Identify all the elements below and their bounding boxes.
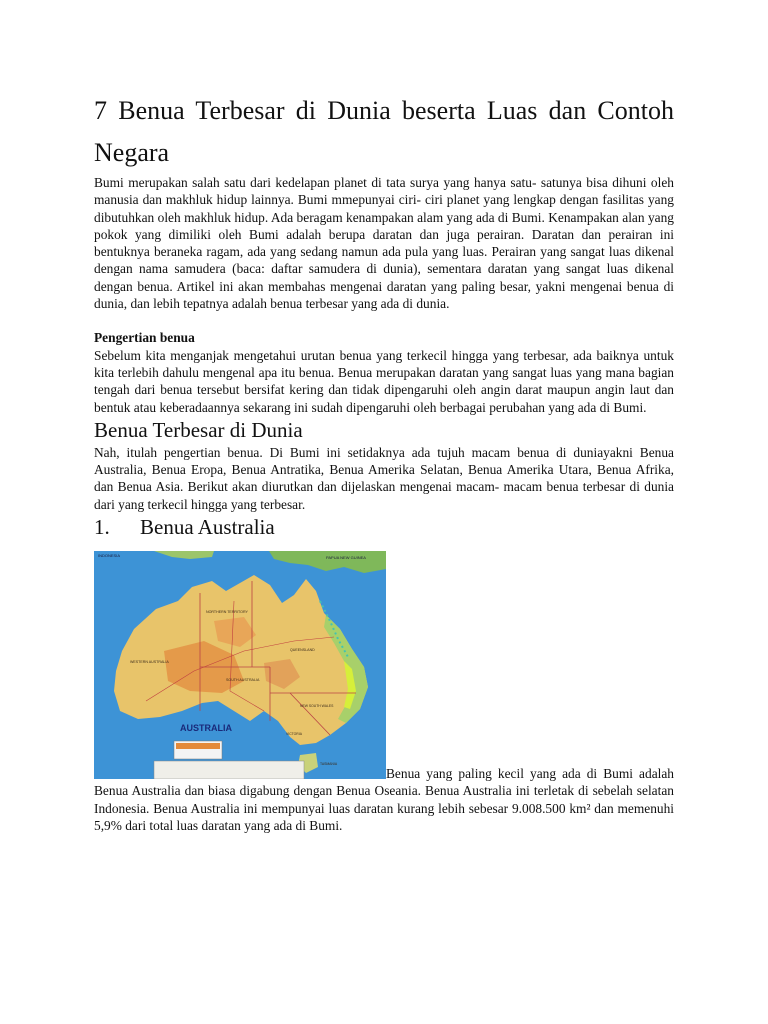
intro-paragraph: Bumi merupakan salah satu dari kedelapan planet di tata surya yang hanya satu- satunya bisa dihuni oleh manusia dan makhluk hidup lainnya. Bumi mmepunyai ciri- ciri planet yang lengkap dengan fasilitas yang dibutuhkan oleh makhluk hidup. Ada beragam kenampakan alam yang ada di Bumi. Kenampakan alan yang pokok yang dimiliki oleh Bumi adalah berupa daratan dan juga perairan. Daratan dan perairan ini bentuknya beraneka ragam, ada yang sedang namun ada pula yang luas. Perairan yang sangat luas dikenal dengan nama samudera (baca: daftar samudera di dunia), sementara daratan yang sangat luas dikenal dengan benua. Artikel ini akan membahas mengenai daratan yang paling besar, yakni mengenai benua di dunia, dan lebih tepatnya adalah benua terbesar yang ada di dunia. (94, 175, 674, 312)
australia-paragraph: Benua yang paling kecil yang ada di Bumi adalah Benua Australia dan biasa digabung dengan Benua Oseania. Benua Australia ini terletak di sebelah selatan Indonesia. Benua Australia ini mempunyai luas daratan kurang lebih sebesar 9.008.500 km² dan memenuhi 5,9% dari total luas daratan yang ada di Bumi. (94, 766, 674, 833)
document-title: 7 Benua Terbesar di Dunia beserta Luas dan Contoh Negara (94, 96, 674, 167)
svg-text:AUSTRALIA: AUSTRALIA (180, 723, 232, 734)
benua-terbesar-heading: Benua Terbesar di Dunia (94, 417, 303, 442)
document-page (94, 90, 674, 834)
svg-text:NORTHERN TERRITORY: NORTHERN TERRITORY (206, 610, 248, 615)
benua-terbesar-paragraph: Nah, itulah pengertian benua. Di Bumi ini setidaknya ada tujuh macam benua di duniayakni Benua Australia, Benua Eropa, Benua Antratika, Benua Amerika Selatan, Benua Amerika Utara, Benua Afrika, dan Benua Asia. Berikut akan diurutkan dan dijelaskan mengenai macam- macam benua terbesar di dunia dari yang terkecil hingga yang terbesar. (94, 444, 674, 512)
pengertian-paragraph: Sebelum kita menganjak mengetahui urutan benua yang terkecil hingga yang terbesar, ada baiknya untuk kita terlebih dahulu mengenal apa itu benua. Benua merupakan daratan yang sangat luas yang mana bagian tengah dari benua tersebut bersifat kering dan tidak dipengaruhi oleh angin darat maupun angin laut dan bentuk atau keberadaannya sekarang ini sudah dipengaruhi oleh berbagai perubahan yang ada di Bumi. (94, 347, 674, 415)
svg-text:INDONESIA: INDONESIA (98, 553, 121, 559)
australia-heading (94, 513, 674, 541)
australia-heading-text: Benua Australia (140, 515, 275, 540)
svg-text:WESTERN AUSTRALIA: WESTERN AUSTRALIA (130, 660, 169, 665)
pengertian-heading: Pengertian benua (94, 330, 195, 346)
australia-heading-number: 1. (94, 515, 110, 540)
svg-text:PAPUA NEW GUINEA: PAPUA NEW GUINEA (326, 555, 366, 561)
svg-text:QUEENSLAND: QUEENSLAND (290, 648, 315, 653)
svg-text:VICTORIA: VICTORIA (286, 732, 302, 737)
svg-text:NEW SOUTH WALES: NEW SOUTH WALES (300, 704, 334, 709)
svg-text:TASMANIA: TASMANIA (320, 762, 338, 767)
svg-text:SOUTH AUSTRALIA: SOUTH AUSTRALIA (226, 678, 260, 683)
australia-map-image (94, 551, 386, 779)
australia-section (94, 551, 674, 834)
